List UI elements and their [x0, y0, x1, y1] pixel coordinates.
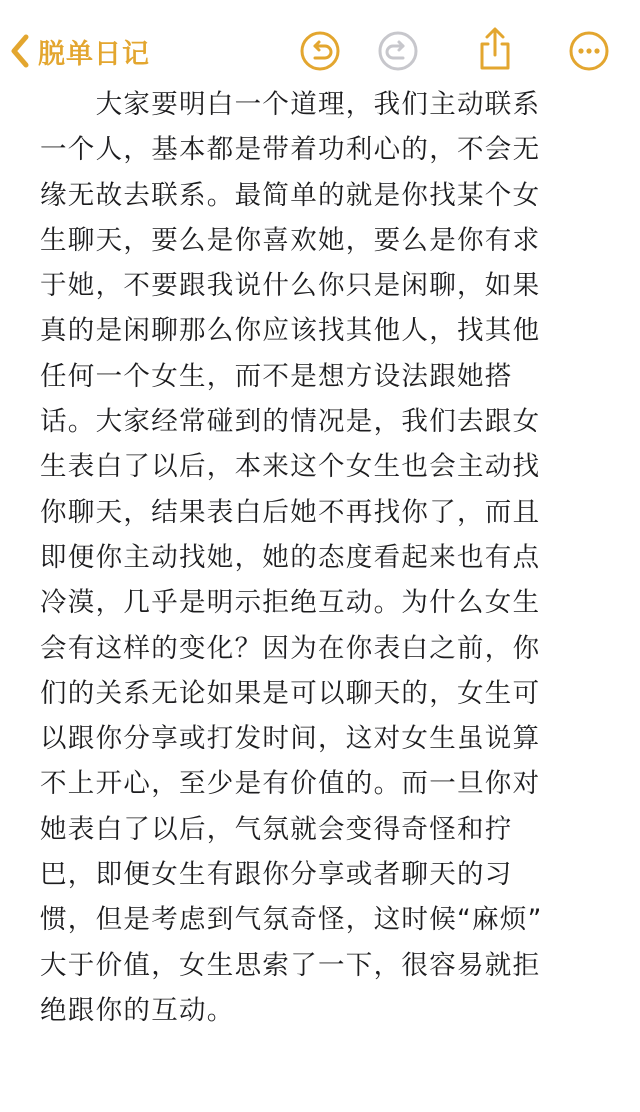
share-icon	[474, 26, 516, 72]
more-icon	[568, 30, 610, 72]
navigation-bar	[0, 0, 640, 90]
note-line: 真的是闲聊那么你应该找其他人，找其他	[40, 315, 541, 347]
undo-icon	[299, 30, 341, 72]
note-line: 们的关系无论如果是可以聊天的，女生可	[40, 677, 541, 709]
back-label: 脱单日记	[38, 38, 150, 70]
note-line: 大家要明白一个道理，我们主动联系	[40, 89, 541, 120]
note-line: 巴，即便女生有跟你分享或者聊天的习	[40, 859, 513, 891]
note-line: 缘无故去联系。最简单的就是你找某个女	[40, 179, 541, 211]
note-line: 任何一个女生，而不是想方设法跟她搭	[40, 360, 513, 392]
note-line: 她表白了以后，气氛就会变得奇怪和拧	[40, 813, 513, 845]
more-button[interactable]	[568, 30, 610, 72]
note-line: 生聊天，要么是你喜欢她，要么是你有求	[40, 224, 541, 256]
note-line: 你聊天，结果表白后她不再找你了，而且	[40, 496, 541, 528]
note-line: 冷漠，几乎是明示拒绝互动。为什么女生	[40, 587, 541, 619]
note-line: 话。大家经常碰到的情况是，我们去跟女	[40, 406, 541, 438]
note-line: 会有这样的变化？因为在你表白之前，你	[40, 632, 541, 664]
redo-icon	[377, 30, 419, 72]
undo-button[interactable]	[299, 30, 341, 72]
note-line: 一个人，基本都是带着功利心的，不会无	[40, 134, 541, 166]
note-line: 绝跟你的互动。	[40, 994, 235, 1026]
note-line: 不上开心，至少是有价值的。而一旦你对	[40, 768, 541, 800]
note-line: 生表白了以后，本来这个女生也会主动找	[40, 451, 541, 483]
note-body[interactable]	[40, 82, 600, 1033]
note-line: 大于价值，女生思索了一下，很容易就拒	[40, 949, 541, 981]
share-button[interactable]	[474, 26, 516, 68]
note-line: 即便你主动找她，她的态度看起来也有点	[40, 541, 541, 573]
back-button[interactable]	[10, 28, 150, 74]
note-line: 以跟你分享或打发时间，这对女生虽说算	[40, 723, 541, 755]
redo-button[interactable]	[377, 30, 419, 72]
chevron-left-icon	[10, 33, 30, 69]
note-line: 于她，不要跟我说什么你只是闲聊，如果	[40, 270, 541, 302]
note-line: 惯，但是考虑到气氛奇怪，这时候“麻烦”	[40, 904, 543, 936]
